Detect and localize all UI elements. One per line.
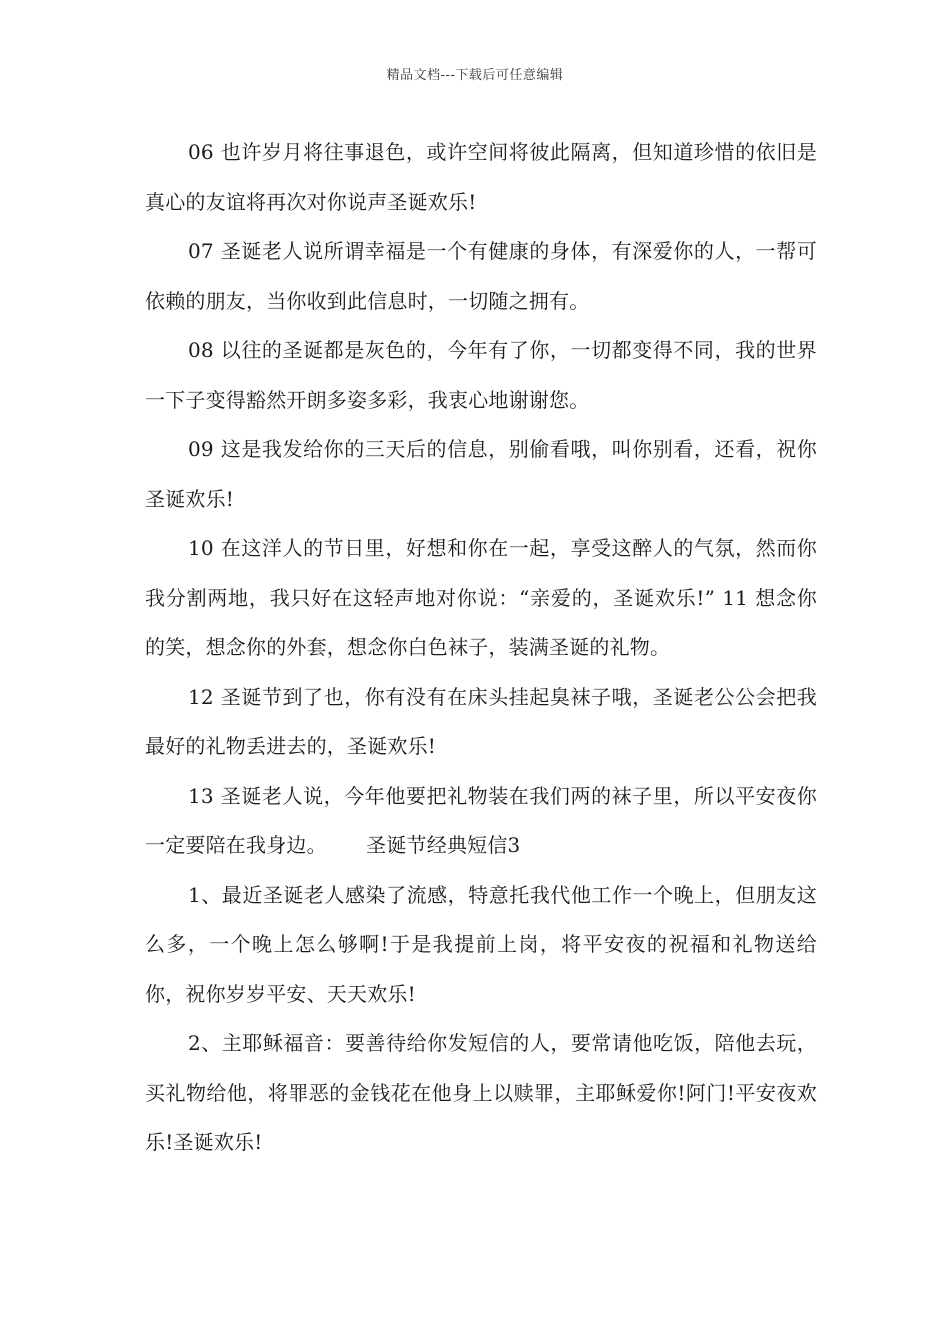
paragraph-10-11: 10 在这洋人的节日里，好想和你在一起，享受这醉人的气氛，然而你我分割两地，我只好在这轻声地对你说：“亲爱的，圣诞欢乐!” 11 想念你的笑，想念你的外套，想念你白色袜子，装满圣诞的礼物。 <box>145 536 817 659</box>
paragraph-06: 06 也许岁月将往事退色，或许空间将彼此隔离，但知道珍惜的依旧是真心的友谊将再次对你说声圣诞欢乐! <box>145 140 817 214</box>
paragraph-2: 2、主耶稣福音：要善待给你发短信的人，要常请他吃饭，陪他去玩，买礼物给他，将罪恶的金钱花在他身上以赎罪，主耶稣爱你!阿门!平安夜欢乐!圣诞欢乐! <box>145 1031 817 1154</box>
document-body <box>145 128 817 1168</box>
paragraph-12: 12 圣诞节到了也，你有没有在床头挂起臭袜子哦，圣诞老公公会把我最好的礼物丢进去的，圣诞欢乐! <box>145 684 817 758</box>
paragraph-07: 07 圣诞老人说所谓幸福是一个有健康的身体，有深爱你的人，一帮可依赖的朋友，当你收到此信息时，一切随之拥有。 <box>145 239 817 313</box>
paragraph-08: 08 以往的圣诞都是灰色的，今年有了你，一切都变得不同，我的世界一下子变得豁然开朗多姿多彩，我衷心地谢谢您。 <box>145 338 817 412</box>
page-header: 精品文档---下载后可任意编辑 <box>386 68 564 83</box>
paragraph-13: 13 圣诞老人说，今年他要把礼物装在我们两的袜子里，所以平安夜你一定要陪在我身边。 圣诞节经典短信3 <box>145 783 817 857</box>
paragraph-09: 09 这是我发给你的三天后的信息，别偷看哦，叫你别看，还看，祝你圣诞欢乐! <box>145 437 817 511</box>
paragraph-1: 1、最近圣诞老人感染了流感，特意托我代他工作一个晚上，但朋友这么多，一个晚上怎么够啊!于是我提前上岗，将平安夜的祝福和礼物送给你，祝你岁岁平安、天天欢乐! <box>145 882 817 1006</box>
